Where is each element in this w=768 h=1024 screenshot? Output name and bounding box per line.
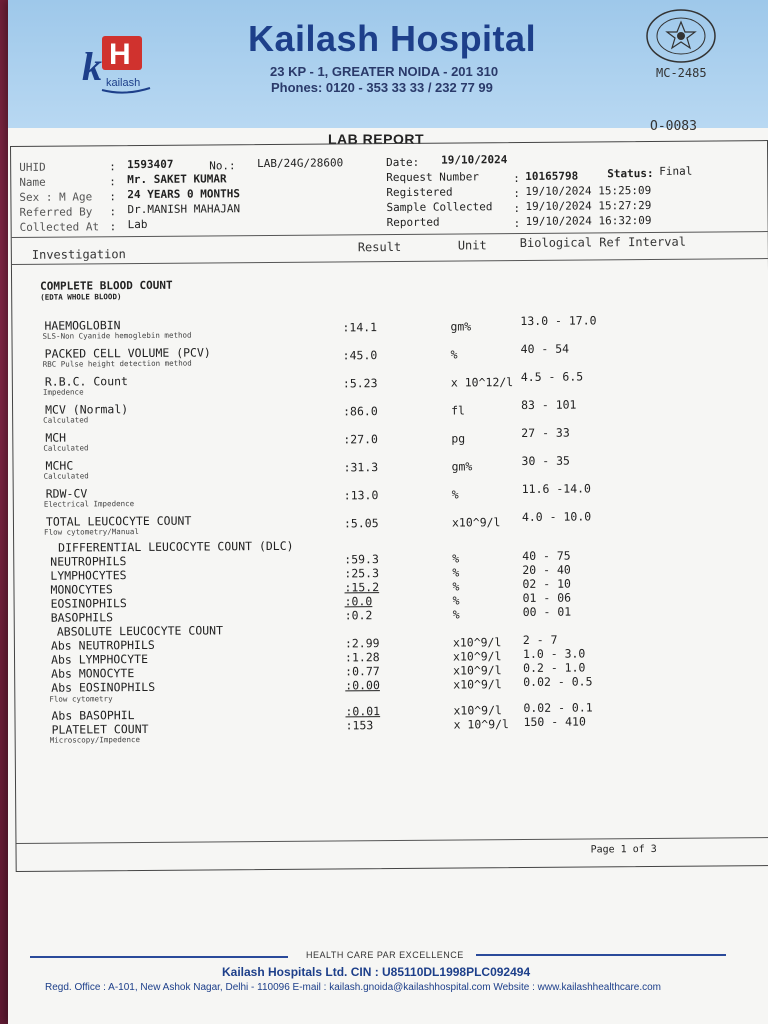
test-method: Flow cytometry/Manual — [43, 527, 139, 537]
footer-rule — [476, 954, 726, 956]
test-result: :5.23 — [342, 376, 378, 391]
sex-age-label: Sex : M Age — [19, 190, 93, 204]
test-ref-interval: 13.0 - 17.0 — [520, 313, 597, 328]
test-ref-interval: 4.5 - 6.5 — [520, 369, 584, 384]
platelet-unit: x 10^9/l — [453, 717, 510, 732]
dlc-unit: % — [452, 593, 460, 608]
dlc-result: :59.3 — [344, 552, 379, 567]
abs-method: Flow cytometry — [49, 694, 113, 704]
uhid-label: UHID — [19, 160, 46, 174]
test-result: :45.0 — [342, 348, 378, 363]
abs-name: Abs LYMPHOCYTE — [50, 651, 149, 667]
no-label: No.: — [209, 159, 236, 173]
test-method: Calculated — [43, 415, 89, 425]
dlc-ref-interval: 20 - 40 — [522, 562, 571, 577]
abs-name: Abs EOSINOPHILS — [51, 679, 156, 695]
test-name: PACKED CELL VOLUME (PCV) — [44, 345, 211, 361]
abs-ref-interval: 0.2 - 1.0 — [523, 660, 586, 675]
company-cin: Kailash Hospitals Ltd. CIN : U85110DL1998PLC092494 — [222, 965, 531, 979]
abs-title: ABSOLUTE LEUCOCYTE COUNT — [56, 623, 224, 639]
mc-code: MC-2485 — [656, 66, 707, 80]
abs-ref-interval: 0.02 - 0.5 — [523, 674, 593, 689]
colon: : — [109, 175, 116, 189]
test-ref-interval: 27 - 33 — [521, 425, 570, 440]
abs-basophil-unit: x10^9/l — [453, 703, 502, 718]
footer-rule — [30, 956, 288, 958]
abs-basophil-name: Abs BASOPHIL — [51, 708, 135, 723]
test-method: Calculated — [43, 471, 89, 481]
abs-name: Abs NEUTROPHILS — [50, 637, 155, 653]
svg-text:k: k — [82, 44, 102, 89]
colon: : — [513, 171, 520, 186]
platelet-result: :153 — [345, 718, 374, 733]
test-method: Electrical Impedence — [43, 499, 135, 509]
test-name: RDW-CV — [45, 486, 88, 501]
collected-at: Lab — [127, 217, 148, 232]
test-name: TOTAL LEUCOCYTE COUNT — [45, 513, 192, 529]
abs-basophil-result: :0.01 — [345, 704, 381, 719]
hospital-address: 23 KP - 1, GREATER NOIDA - 201 310 — [270, 64, 499, 79]
abs-unit: x10^9/l — [452, 635, 502, 650]
test-result: :27.0 — [343, 432, 378, 447]
dlc-ref-interval: 02 - 10 — [522, 576, 571, 591]
test-ref-interval: 4.0 - 10.0 — [521, 509, 592, 524]
test-method: Impedence — [42, 387, 84, 397]
test-unit: pg — [451, 431, 466, 446]
name-label: Name — [19, 175, 46, 189]
test-ref-interval: 11.6 -14.0 — [521, 481, 592, 496]
col-unit: Unit — [457, 238, 487, 253]
section-subtitle: (EDTA WHOLE BLOOD) — [40, 292, 122, 302]
registered-datetime: 19/10/2024 15:25:09 — [525, 183, 652, 198]
platelet-name: PLATELET COUNT — [51, 721, 149, 737]
accreditation-seal-icon — [644, 8, 718, 64]
lab-report-page — [8, 0, 768, 1024]
test-name: MCV (Normal) — [45, 402, 129, 417]
dlc-ref-interval: 40 - 75 — [522, 548, 571, 563]
abs-unit: x10^9/l — [453, 663, 502, 678]
patient-name: Mr. SAKET KUMAR — [127, 172, 227, 187]
page-number: Page 1 of 3 — [590, 843, 657, 856]
test-result: :5.05 — [343, 516, 379, 531]
colon: : — [109, 205, 117, 219]
test-result: :13.0 — [343, 488, 379, 503]
test-unit: fl — [451, 403, 466, 418]
abs-result: :0.00 — [345, 678, 380, 693]
test-method: Calculated — [43, 443, 89, 453]
hospital-phones: Phones: 0120 - 353 33 33 / 232 77 99 — [271, 80, 493, 95]
test-name: MCH — [45, 430, 67, 445]
svg-text:kailash: kailash — [106, 77, 141, 89]
date-label: Date: — [386, 155, 420, 170]
colon: : — [513, 201, 521, 216]
dlc-name: BASOPHILS — [50, 610, 114, 625]
abs-name: Abs MONOCYTE — [51, 666, 135, 681]
test-unit: gm% — [450, 319, 472, 334]
test-unit: x 10^12/l — [450, 375, 514, 390]
dlc-unit: % — [452, 565, 460, 580]
test-unit: gm% — [451, 459, 473, 474]
abs-basophil-ref-interval: 0.02 - 0.1 — [523, 700, 593, 715]
request-label: Request Number — [386, 170, 480, 185]
dlc-result: :0.2 — [344, 608, 373, 623]
sample-collected-label: Sample Collected — [386, 200, 493, 215]
report-box — [10, 140, 768, 872]
registered-office: Regd. Office : A-101, New Ashok Nagar, Delhi - 110096 E-mail : kailash.gnoida@kailashhospital.com Website : www.kailashhealthcare.com — [45, 982, 662, 993]
dlc-unit: % — [452, 579, 460, 594]
test-unit: x10^9/l — [451, 515, 501, 530]
reported-datetime: 19/10/2024 16:32:09 — [525, 213, 652, 228]
report-date: 19/10/2024 — [441, 153, 508, 167]
colon: : — [513, 186, 521, 201]
report-serial: O-0083 — [650, 119, 697, 134]
test-result: :14.1 — [342, 320, 378, 335]
hospital-name: Kailash Hospital — [248, 18, 537, 59]
test-name: MCHC — [45, 458, 74, 473]
uhid-value: 1593407 — [127, 157, 174, 172]
status-label: Status: — [607, 166, 654, 181]
divider — [16, 837, 768, 844]
colon: : — [513, 216, 521, 231]
colon: : — [109, 220, 117, 234]
test-result: :86.0 — [343, 404, 378, 419]
request-number: 10165798 — [525, 169, 579, 183]
test-unit: % — [451, 487, 459, 502]
abs-ref-interval: 1.0 - 3.0 — [522, 646, 586, 661]
abs-result: :0.77 — [345, 664, 380, 679]
dlc-name: EOSINOPHILS — [50, 596, 127, 611]
test-unit: % — [450, 347, 458, 362]
abs-result: :1.28 — [344, 650, 380, 665]
test-method: RBC Pulse height detection method — [42, 358, 192, 369]
dlc-unit: % — [452, 551, 460, 566]
lab-no-value: LAB/24G/28600 — [257, 156, 344, 171]
abs-unit: x10^9/l — [453, 677, 502, 692]
collected-at-label: Collected At — [19, 220, 100, 234]
col-investigation: Investigation — [31, 247, 126, 262]
dlc-name: LYMPHOCYTES — [50, 568, 127, 583]
col-ref-interval: Biological Ref Interval — [519, 234, 686, 250]
abs-ref-interval: 2 - 7 — [522, 632, 558, 647]
col-result: Result — [357, 239, 402, 255]
letterhead — [8, 0, 768, 128]
reported-label: Reported — [386, 215, 440, 230]
abs-unit: x10^9/l — [452, 649, 502, 664]
test-ref-interval: 30 - 35 — [521, 453, 571, 468]
dlc-ref-interval: 00 - 01 — [522, 604, 572, 619]
report-title: LAB REPORT — [328, 131, 424, 147]
status-value: Final — [659, 164, 693, 178]
test-ref-interval: 83 - 101 — [520, 397, 577, 412]
test-result: :31.3 — [343, 460, 379, 475]
test-ref-interval: 40 - 54 — [520, 341, 570, 356]
kailash-logo-icon — [80, 34, 160, 96]
referred-by: Dr.MANISH MAHAJAN — [127, 202, 241, 217]
dlc-result: :0.0 — [344, 594, 373, 609]
test-method: SLS-Non Cyanide hemoglebin method — [42, 330, 192, 341]
dlc-result: :15.2 — [344, 580, 380, 595]
registered-label: Registered — [386, 185, 453, 200]
referred-label: Referred By — [19, 205, 93, 219]
platelet-method: Microscopy/Impedence — [49, 734, 141, 745]
dlc-result: :25.3 — [344, 566, 380, 581]
colon: : — [109, 190, 117, 204]
abs-result: :2.99 — [344, 636, 380, 651]
dlc-unit: % — [452, 607, 460, 622]
colon: : — [109, 160, 116, 174]
test-name: R.B.C. Count — [44, 374, 128, 389]
platelet-ref-interval: 150 - 410 — [523, 714, 586, 729]
dlc-ref-interval: 01 - 06 — [522, 590, 572, 605]
patient-age: 24 YEARS 0 MONTHS — [127, 187, 241, 202]
dlc-name: NEUTROPHILS — [50, 554, 127, 569]
svg-text:H: H — [109, 38, 131, 71]
section-title: COMPLETE BLOOD COUNT — [40, 278, 173, 293]
test-name: HAEMOGLOBIN — [44, 318, 121, 333]
dlc-title: DIFFERENTIAL LEUCOCYTE COUNT (DLC) — [58, 538, 294, 555]
sample-collected-datetime: 19/10/2024 15:27:29 — [525, 198, 652, 213]
footer-tagline: HEALTH CARE PAR EXCELLENCE — [306, 950, 464, 960]
dlc-name: MONOCYTES — [50, 582, 113, 597]
